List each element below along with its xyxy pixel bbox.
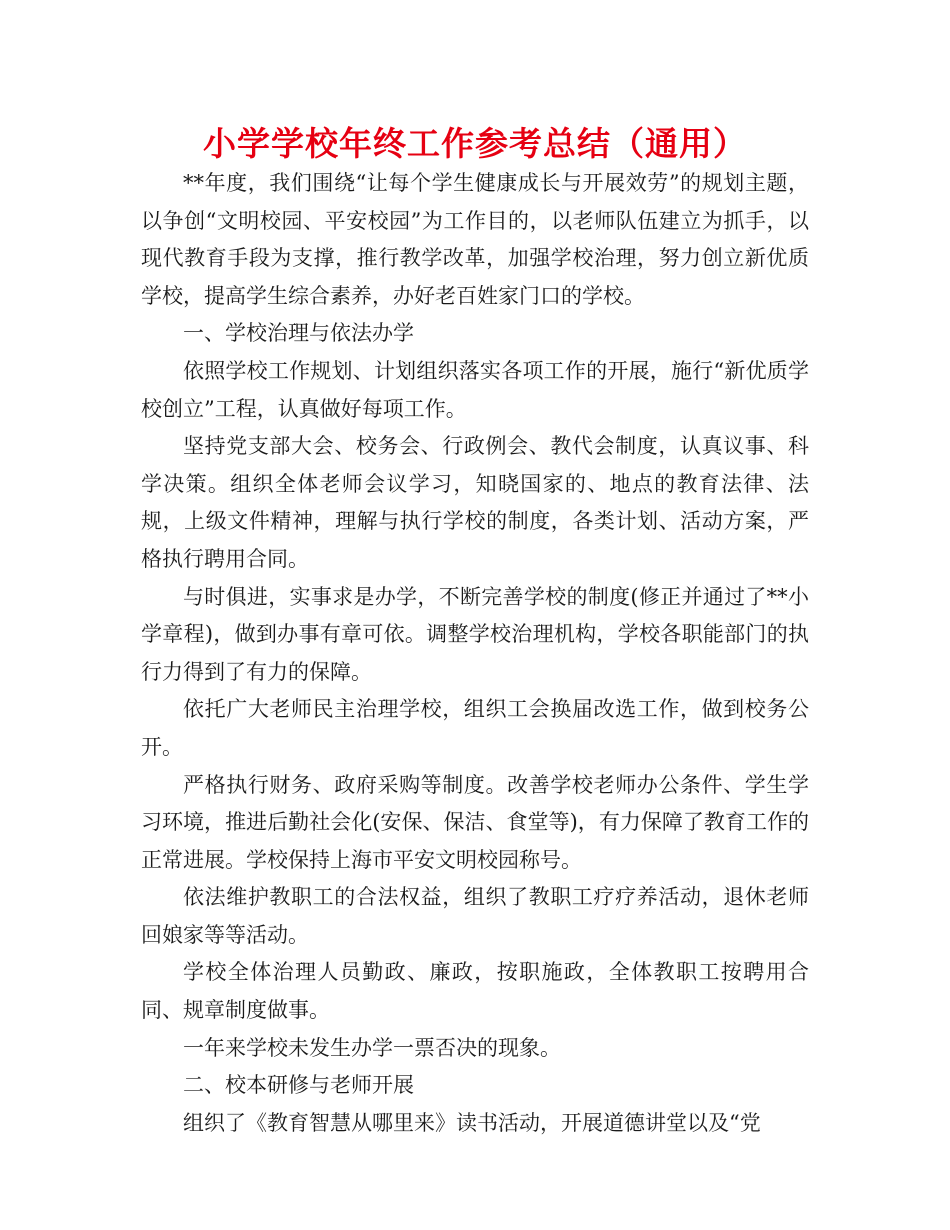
paragraph-intro: **年度，我们围绕“让每个学生健康成长与开展效劳”的规划主题，以争创“文明校园、平安校园”为工作目的，以老师队伍建立为抓手，以现代教育手段为支撑，推行教学改革，加强学校治理，努力创立新优质学校，提高学生综合素养，办好老百姓家门口的学校。 xyxy=(141,171,809,308)
section-heading-1: 一、学校治理与依法办学 xyxy=(183,321,414,346)
section-heading-2: 二、校本研修与老师开展 xyxy=(183,1073,414,1098)
paragraph: 一年来学校未发生办学一票否决的现象。 xyxy=(183,1035,561,1060)
paragraph: 依法维护教职工的合法权益，组织了教职工疗疗养活动，退休老师回娘家等等活动。 xyxy=(141,885,809,947)
paragraph: 坚持党支部大会、校务会、行政例会、教代会制度，认真议事、科学决策。组织全体老师会议学习，知晓国家的、地点的教育法律、法规，上级文件精神，理解与执行学校的制度，各类计划、活动方案，严格执行聘用合同。 xyxy=(141,434,809,571)
paragraph: 与时俱进，实事求是办学，不断完善学校的制度(修正并通过了**小学章程)，做到办事有章可依。调整学校治理机构，学校各职能部门的执行力得到了有力的保障。 xyxy=(141,584,809,684)
document-title: 小学学校年终工作参考总结（通用） xyxy=(203,124,747,163)
paragraph: 依照学校工作规划、计划组织落实各项工作的开展，施行“新优质学校创立”工程，认真做好每项工作。 xyxy=(141,358,809,421)
paragraph: 依托广大老师民主治理学校，组织工会换届改选工作，做到校务公开。 xyxy=(141,697,809,759)
paragraph: 学校全体治理人员勤政、廉政，按职施政，全体教职工按聘用合同、规章制度做事。 xyxy=(141,960,809,1023)
paragraph: 严格执行财务、政府采购等制度。改善学校老师办公条件、学生学习环境，推进后勤社会化(安保、保洁、食堂等)，有力保障了教育工作的正常进展。学校保持上海市平安文明校园称号。 xyxy=(141,772,809,872)
document-body xyxy=(141,165,809,1142)
paragraph: 组织了《教育智慧从哪里来》读书活动，开展道德讲堂以及“党 xyxy=(183,1110,761,1135)
